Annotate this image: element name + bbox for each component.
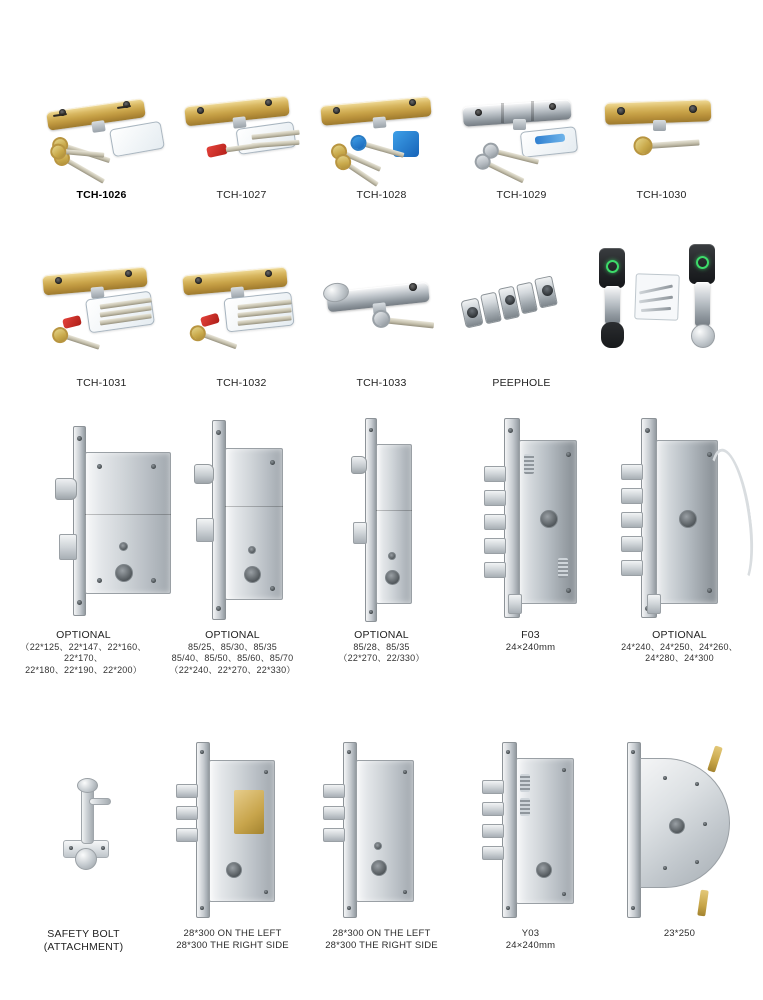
- product-cell-tch-1031[interactable]: [37, 259, 167, 390]
- product-label-optional-85-1: OPTIONAL: [205, 629, 260, 641]
- product-label-tch-1027: TCH-1027: [216, 188, 267, 201]
- product-cell-tch-1032[interactable]: [177, 259, 307, 390]
- product-label-optional-22-3: 22*180、22*190、22*200）: [25, 664, 142, 675]
- cylinder-brass-blue-tag-art: [317, 83, 447, 183]
- smart-cylinder-pair-art: [593, 244, 733, 384]
- product-cell-tch-1027[interactable]: [177, 83, 307, 202]
- mortise-28-300-a-art: [160, 742, 305, 922]
- product-label-tch-1032: TCH-1032: [216, 376, 267, 389]
- cylinder-thumbturn-art: [317, 259, 447, 371]
- product-label-optional-8528-2: 85/28、85/35: [353, 642, 410, 653]
- product-label-28300b-2: 28*300 THE RIGHT SIDE: [325, 939, 438, 951]
- product-label-optional-22-1: OPTIONAL: [56, 629, 111, 641]
- cylinder-brass-keys-card-art: [37, 83, 167, 183]
- status-ring-icon: [696, 256, 709, 269]
- product-label-tch-1028: TCH-1028: [356, 188, 407, 201]
- row-cylinders-2: [0, 240, 763, 390]
- product-label-optional-8528-1: OPTIONAL: [354, 629, 409, 641]
- product-cell-28-300-right[interactable]: [309, 742, 454, 952]
- cylinder-brass-blister-keys-art: [37, 259, 167, 371]
- product-cell-optional-85-series[interactable]: [160, 418, 305, 676]
- mortise-y03-art: [458, 742, 603, 922]
- mortise-narrow-tall-art: [160, 418, 305, 623]
- product-cell-tch-1033[interactable]: [317, 259, 447, 390]
- peephole-parts-art: [457, 259, 587, 371]
- product-cell-28-300-left[interactable]: [160, 742, 305, 952]
- row-cylinders-1: [0, 62, 763, 202]
- brass-rod: [707, 745, 723, 772]
- product-label-optional-24-2: 24*240、24*250、24*260、: [621, 642, 738, 653]
- product-label-optional-8528-3: （22*270、22/330）: [338, 653, 425, 664]
- product-label-tch-1030: TCH-1030: [636, 188, 687, 201]
- product-label-optional-85-4: （22*240、22*270、22*330）: [169, 664, 296, 675]
- row-lockbodies-1: [0, 418, 763, 718]
- mortise-euro-wide-art: [11, 418, 156, 623]
- product-label-y03-1: Y03: [521, 928, 540, 939]
- cylinder-brass-single-key-art: [597, 83, 727, 183]
- product-cell-y03[interactable]: [458, 742, 603, 952]
- product-cell-peephole[interactable]: [457, 259, 587, 390]
- product-label-23250: 23*250: [663, 928, 696, 939]
- product-label-28300b-1: 28*300 ON THE LEFT: [332, 928, 431, 939]
- product-cell-optional-24-series[interactable]: [607, 418, 752, 665]
- product-label-f03-2: 24×240mm: [505, 642, 556, 654]
- product-label-optional-22-2: （22*125、22*147、22*160、22*170、: [20, 642, 147, 664]
- product-cell-23-250[interactable]: [607, 742, 752, 940]
- product-label-y03-2: 24×240mm: [505, 939, 556, 951]
- mortise-security-cable-art: [607, 418, 752, 623]
- product-label-tch-1031: TCH-1031: [76, 376, 127, 389]
- mortise-28-300-b-art: [309, 742, 454, 922]
- mortise-narrow-slim-art: [309, 418, 454, 623]
- product-cell-safety-bolt[interactable]: [11, 742, 156, 954]
- product-label-tch-1029: TCH-1029: [496, 188, 547, 201]
- mortise-security-multibolt-art: [458, 418, 603, 623]
- red-key-tag: [62, 315, 82, 329]
- product-label-optional-24-3: 24*280、24*300: [645, 653, 714, 664]
- cylinder-brass-blister-keys-2-art: [177, 259, 307, 371]
- product-label-f03-1: F03: [521, 629, 540, 641]
- red-key-tag: [199, 313, 219, 328]
- product-cell-tch-1026[interactable]: [37, 83, 167, 202]
- product-cell-f03[interactable]: [458, 418, 603, 654]
- product-label-tch-1026: TCH-1026: [76, 188, 127, 201]
- product-cell-tch-1028[interactable]: [317, 83, 447, 202]
- product-cell-optional-85-28-series[interactable]: [309, 418, 454, 665]
- product-cell-tch-1029[interactable]: [457, 83, 587, 202]
- cylinder-brass-blister-red-art: [177, 83, 307, 183]
- brass-plate: [234, 790, 264, 834]
- product-label-28300a-2: 28*300 THE RIGHT SIDE: [176, 939, 289, 951]
- product-label-safety-bolt-1: SAFETY BOLT: [47, 928, 120, 940]
- red-key-tag: [206, 143, 228, 158]
- product-label-safety-bolt-2: (ATTACHMENT): [43, 941, 124, 954]
- product-cell-optional-22-series[interactable]: [11, 418, 156, 676]
- product-cell-smart-cylinders[interactable]: [597, 244, 727, 390]
- product-label-optional-24-1: OPTIONAL: [652, 629, 707, 641]
- cylinder-steel-card-art: [457, 83, 587, 183]
- product-cell-tch-1030[interactable]: [597, 83, 727, 202]
- status-ring-icon: [606, 260, 619, 273]
- product-label-optional-85-3: 85/40、85/50、85/60、85/70: [171, 653, 294, 664]
- product-label-tch-1033: TCH-1033: [356, 376, 407, 389]
- safety-bolt-art: [11, 742, 156, 922]
- product-label-optional-85-2: 85/25、85/30、85/35: [188, 642, 277, 653]
- mortise-round-23-250-art: [607, 742, 752, 922]
- product-label-peephole: PEEPHOLE: [492, 376, 551, 389]
- row-lockbodies-2: [0, 742, 763, 992]
- product-label-28300a-1: 28*300 ON THE LEFT: [183, 928, 282, 939]
- brass-rod: [697, 890, 709, 917]
